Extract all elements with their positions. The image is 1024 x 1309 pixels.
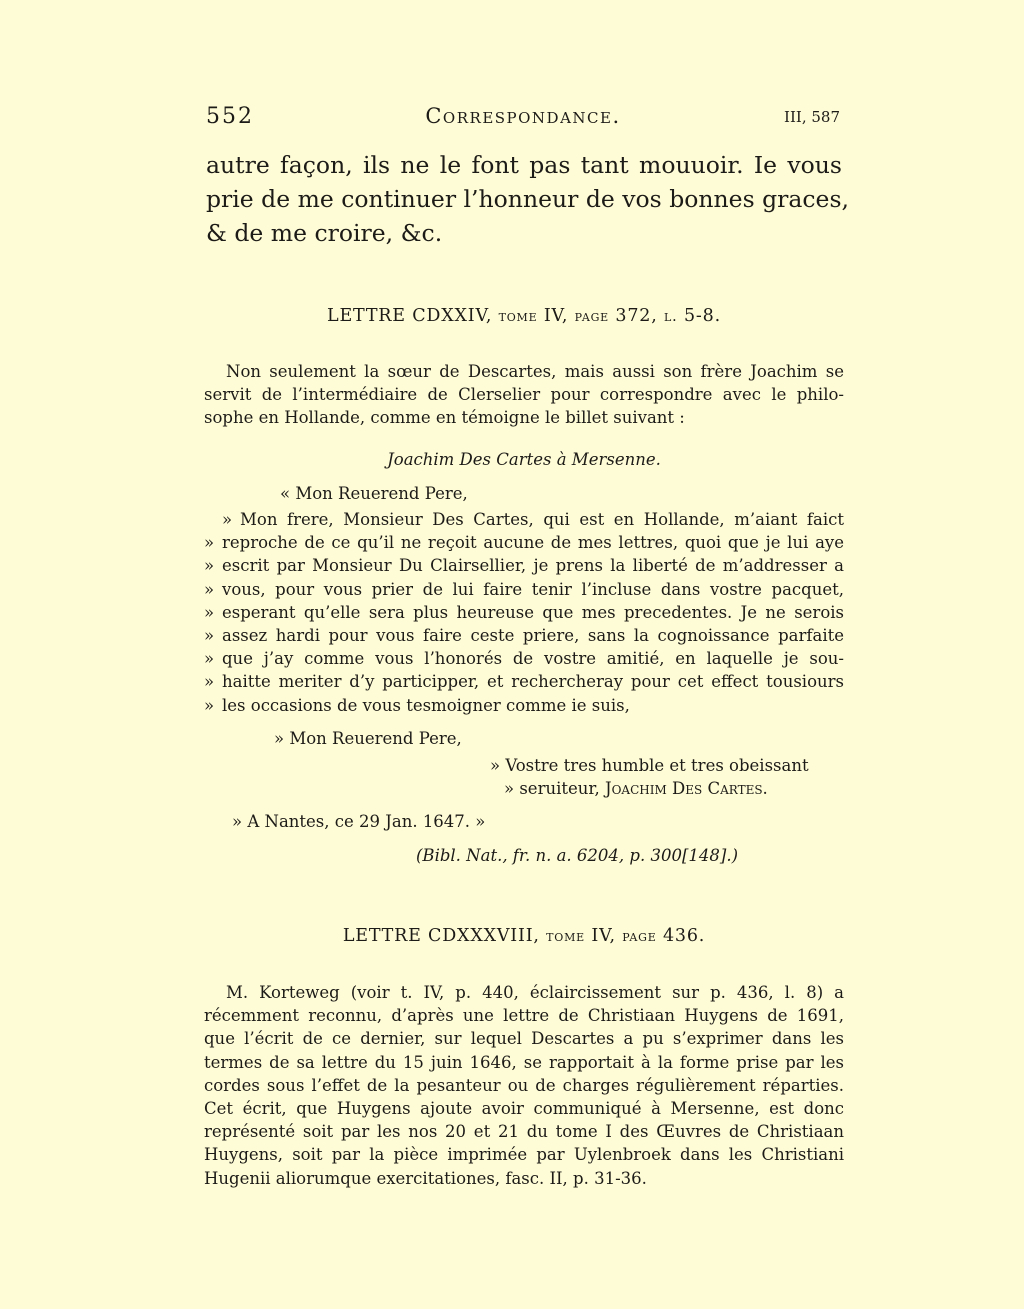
heading-line-label: l. <box>663 307 678 325</box>
heading-tome-label: tome <box>498 307 538 325</box>
letter-line <box>204 531 844 554</box>
heading-tome-number: IV, <box>591 926 616 946</box>
source-citation: (Bibl. Nat., fr. n. a. 6204, p. 300[148].) <box>416 846 738 865</box>
text-line: que l’écrit de ce dernier, sur lequel Descartes a pu s’exprimer dans les <box>204 1029 844 1049</box>
letter-line-text: esperant qu’elle sera plus heureuse que mes precedentes. Je ne serois <box>222 602 844 622</box>
letter-line-text: Mon frere, Monsieur Des Cartes, qui est en Hollande, m’aiant faict <box>240 510 844 529</box>
heading-line-number: 5-8. <box>684 306 721 326</box>
text-line: Hugenii aliorumque exercitationes, fasc. II, p. 31-36. <box>204 1168 647 1188</box>
signature-name: Joachim Des Cartes. <box>604 779 768 798</box>
running-title: Correspondance. <box>425 104 621 128</box>
quote-mark: » <box>204 556 215 576</box>
intro-paragraph <box>204 360 844 430</box>
text-line: & de me croire, &c. <box>206 219 443 247</box>
letter-line <box>204 601 844 624</box>
quote-mark: » <box>204 602 215 622</box>
section-heading-cdxxiv <box>206 306 842 326</box>
heading-letter: LETTRE CDXXIV, <box>327 306 493 326</box>
heading-page-number: 436. <box>662 926 706 946</box>
letter-line-text: assez hardi pour vous faire ceste priere, sans la cognoissance parfaite <box>222 626 844 646</box>
text-line: représenté soit par les nos 20 et 21 du tome I des Œuvres de Christiaan <box>204 1122 844 1142</box>
text-line: sophe en Hollande, comme en témoigne le billet suivant : <box>204 408 685 428</box>
closing-line-1: » Vostre tres humble et tres obeissant <box>490 756 809 775</box>
quote-mark: » <box>222 510 233 529</box>
letter-line <box>204 694 844 717</box>
text-line: termes de sa lettre du 15 juin 1646, se rapportait à la forme prise par les <box>204 1052 844 1072</box>
text-line: Huygens, soit par la pièce imprimée par Uylenbroek dans les Christiani <box>204 1145 844 1165</box>
text-line: M. Korteweg (voir t. IV, p. 440, éclaircissement sur p. 436, l. 8) a <box>226 983 844 1002</box>
page-header <box>206 104 840 136</box>
letter-line-text: que j’ay comme vous l’honorés de vostre amitié, en laquelle je sou- <box>222 649 844 669</box>
continuation-text <box>206 148 849 250</box>
text-line: cordes sous l’effet de la pesanteur ou de charges régulièrement réparties. <box>204 1075 844 1095</box>
closing-prefix: » seruiteur, <box>504 779 600 798</box>
letter-line-text: escrit par Monsieur Du Clairsellier, je prens la liberté de m’addresser a <box>222 556 844 576</box>
letter-line <box>204 578 844 601</box>
text-line: prie de me continuer l’honneur de vos bonnes graces, <box>206 185 849 213</box>
closing-salutation: » Mon Reuerend Pere, <box>274 729 462 748</box>
quote-mark: » <box>204 626 215 646</box>
quote-mark: » <box>204 533 215 553</box>
text-line: autre façon, ils ne le font pas tant mouuoir. Ie vous <box>206 151 842 179</box>
letter-line <box>204 647 844 670</box>
heading-tome-label: tome <box>546 927 586 945</box>
korteweg-paragraph <box>204 981 844 1190</box>
letter-line <box>204 508 844 531</box>
letter-line-text: haitte meriter d’y participper, et rechercheray pour cet effect tousiours <box>222 672 844 692</box>
letter-line-text: reproche de ce qu’il ne reçoit aucune de mes lettres, quoi que je lui aye <box>222 533 844 553</box>
section-heading-cdxxxviii <box>206 926 842 946</box>
quote-mark: » <box>204 649 215 669</box>
heading-page-number: 372, <box>615 306 658 326</box>
heading-tome-number: IV, <box>543 306 569 326</box>
quote-mark: » <box>204 695 215 715</box>
quote-mark: » <box>204 579 215 599</box>
letter-salutation: « Mon Reuerend Pere, <box>280 484 468 503</box>
letter-line <box>204 670 844 693</box>
text-line: Non seulement la sœur de Descartes, mais aussi son frère Joachim se <box>226 362 844 381</box>
quote-mark: » <box>204 672 215 692</box>
volume-reference: III, 587 <box>784 108 840 126</box>
text-line: Cet écrit, que Huygens ajoute avoir communiqué à Mersenne, est donc <box>204 1099 844 1119</box>
letter-line-text: les occasions de vous tesmoigner comme ie suis, <box>222 695 630 715</box>
letter-line-text: vous, pour vous prier de lui faire tenir l’incluse dans vostre pacquet, <box>222 579 844 599</box>
closing-line-2 <box>504 779 768 798</box>
date-line: » A Nantes, ce 29 Jan. 1647. » <box>232 812 486 831</box>
heading-page-label: page <box>574 307 610 325</box>
text-line: récemment reconnu, d’après une lettre de Christiaan Huygens de 1691, <box>204 1006 844 1026</box>
page-number: 552 <box>206 104 254 129</box>
heading-page-label: page <box>622 927 657 945</box>
heading-letter: LETTRE CDXXXVIII, <box>342 926 540 946</box>
letter-line <box>204 554 844 577</box>
letter-line <box>204 624 844 647</box>
text-line: servit de l’intermédiaire de Clerselier pour correspondre avec le philo- <box>204 385 844 405</box>
letter-title: Joachim Des Cartes à Mersenne. <box>387 450 661 469</box>
letter-body <box>204 508 844 717</box>
